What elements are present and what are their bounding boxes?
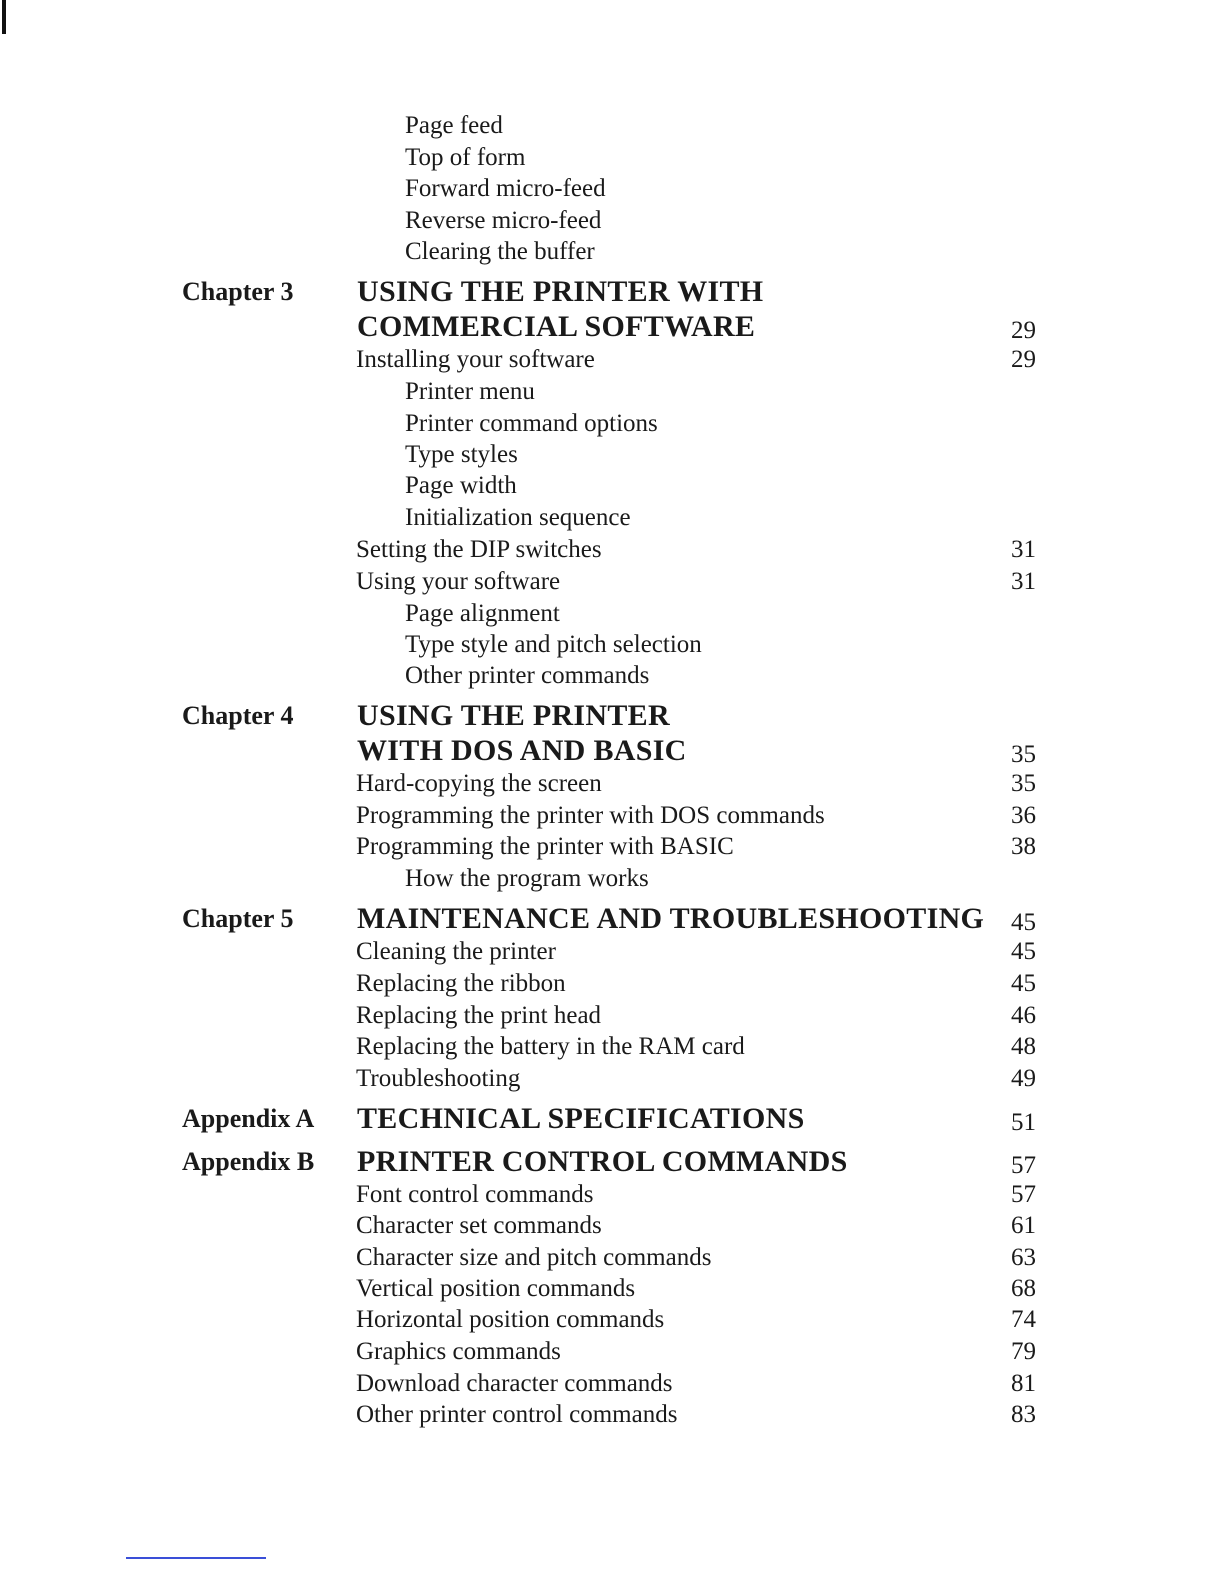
toc-entry — [0, 903, 1224, 935]
section-label: Chapter 3 — [182, 277, 294, 306]
toc-entry — [0, 1304, 1224, 1336]
toc-entry — [0, 936, 1224, 968]
toc-entry — [0, 1273, 1224, 1305]
section-heading: USING THE PRINTER — [357, 699, 670, 732]
page-number: 29 — [1011, 346, 1036, 373]
toc-subentry-title: Type styles — [405, 441, 518, 468]
page-number: 35 — [1011, 741, 1036, 768]
toc-entry — [0, 1031, 1224, 1063]
toc-entry — [0, 660, 1224, 692]
toc-subentry-title: Type style and pitch selection — [405, 631, 702, 658]
toc-entry-title: Replacing the ribbon — [356, 970, 566, 997]
toc-entry-title: Programming the printer with DOS commands — [356, 802, 825, 829]
toc-entry — [0, 236, 1224, 268]
toc-entry-title: Installing your software — [356, 346, 595, 373]
page-number: 48 — [1011, 1033, 1036, 1060]
page-number: 31 — [1011, 568, 1036, 595]
page-number: 79 — [1011, 1338, 1036, 1365]
toc-entry — [0, 408, 1224, 440]
toc-subentry-title: Other printer commands — [405, 662, 650, 689]
toc-entry-title: Character set commands — [356, 1212, 602, 1239]
page-number: 61 — [1011, 1212, 1036, 1239]
section-heading: PRINTER CONTROL COMMANDS — [357, 1145, 848, 1178]
toc-subentry-title: Top of form — [405, 144, 526, 171]
toc-entry — [0, 1179, 1224, 1211]
toc-entry-title: Troubleshooting — [356, 1065, 521, 1092]
toc-entry — [0, 110, 1224, 142]
toc-entry-title: Horizontal position commands — [356, 1306, 665, 1333]
toc-entry — [0, 439, 1224, 471]
toc-entry — [0, 768, 1224, 800]
toc-entry — [0, 376, 1224, 408]
page-number: 45 — [1011, 970, 1036, 997]
toc-entry-title: Replacing the print head — [356, 1002, 602, 1029]
page-number: 38 — [1011, 833, 1036, 860]
toc-entry-title: Download character commands — [356, 1370, 673, 1397]
toc-subentry-title: Printer menu — [405, 378, 535, 405]
toc-entry — [0, 1146, 1224, 1178]
toc-entry — [0, 1399, 1224, 1431]
toc-entry — [0, 1210, 1224, 1242]
page-number: 51 — [1011, 1109, 1036, 1136]
page-number: 83 — [1011, 1401, 1036, 1428]
page-number: 74 — [1011, 1306, 1036, 1333]
toc-entry — [0, 1103, 1224, 1135]
page-number: 46 — [1011, 1002, 1036, 1029]
page-number: 49 — [1011, 1065, 1036, 1092]
toc-entry-title: Setting the DIP switches — [356, 536, 602, 563]
section-label: Appendix A — [182, 1104, 315, 1133]
page-number: 68 — [1011, 1275, 1036, 1302]
toc-entry-title: Replacing the battery in the RAM card — [356, 1033, 745, 1060]
toc-subentry-title: How the program works — [405, 865, 649, 892]
toc-subentry-title: Page width — [405, 472, 517, 499]
page-number: 81 — [1011, 1370, 1036, 1397]
toc-entry — [0, 968, 1224, 1000]
toc-entry — [0, 566, 1224, 598]
toc-entry-title: Character size and pitch commands — [356, 1244, 712, 1271]
toc-entry — [0, 344, 1224, 376]
toc-entry — [0, 1368, 1224, 1400]
section-heading: TECHNICAL SPECIFICATIONS — [357, 1102, 805, 1135]
toc-entry — [0, 1063, 1224, 1095]
toc-entry — [0, 831, 1224, 863]
section-heading: COMMERCIAL SOFTWARE — [357, 310, 756, 343]
toc-subentry-title: Page feed — [405, 112, 503, 139]
toc-entry-title: Other printer control commands — [356, 1401, 678, 1428]
toc-entry — [0, 629, 1224, 661]
toc-subentry-title: Forward micro-feed — [405, 175, 606, 202]
toc-entry-title: Font control commands — [356, 1181, 594, 1208]
bottom-rule — [126, 1557, 266, 1559]
toc-entry — [0, 1336, 1224, 1368]
toc-entry — [0, 311, 1224, 343]
toc-subentry-title: Clearing the buffer — [405, 238, 595, 265]
section-heading: MAINTENANCE AND TROUBLESHOOTING — [357, 902, 985, 935]
toc-subentry-title: Reverse micro-feed — [405, 207, 602, 234]
page-number: 57 — [1011, 1152, 1036, 1179]
page-number: 29 — [1011, 317, 1036, 344]
section-label: Appendix B — [182, 1147, 315, 1176]
section-heading: WITH DOS AND BASIC — [357, 734, 687, 767]
page-number: 31 — [1011, 536, 1036, 563]
section-label: Chapter 4 — [182, 701, 294, 730]
page-number: 63 — [1011, 1244, 1036, 1271]
toc-entry-title: Cleaning the printer — [356, 938, 556, 965]
toc-entry — [0, 470, 1224, 502]
page-number: 35 — [1011, 770, 1036, 797]
page-number: 45 — [1011, 909, 1036, 936]
toc-entry-title: Graphics commands — [356, 1338, 561, 1365]
toc-subentry-title: Printer command options — [405, 410, 658, 437]
toc-entry — [0, 863, 1224, 895]
toc-entry-title: Using your software — [356, 568, 561, 595]
toc-subentry-title: Page alignment — [405, 600, 560, 627]
toc-entry — [0, 1000, 1224, 1032]
page-number: 57 — [1011, 1181, 1036, 1208]
toc-entry — [0, 1242, 1224, 1274]
toc-entry — [0, 205, 1224, 237]
toc-entry-title: Vertical position commands — [356, 1275, 636, 1302]
toc-entry — [0, 142, 1224, 174]
section-heading: USING THE PRINTER WITH — [357, 275, 764, 308]
toc-entry — [0, 598, 1224, 630]
toc-subentry-title: Initialization sequence — [405, 504, 631, 531]
page-number: 36 — [1011, 802, 1036, 829]
toc-entry-title: Hard-copying the screen — [356, 770, 602, 797]
toc-entry-title: Programming the printer with BASIC — [356, 833, 734, 860]
toc-entry — [0, 735, 1224, 767]
toc-entry — [0, 800, 1224, 832]
toc-entry — [0, 502, 1224, 534]
page-number: 45 — [1011, 938, 1036, 965]
toc-entry — [0, 276, 1224, 308]
section-label: Chapter 5 — [182, 904, 294, 933]
toc-entry — [0, 534, 1224, 566]
toc-entry — [0, 700, 1224, 732]
toc-entry — [0, 173, 1224, 205]
